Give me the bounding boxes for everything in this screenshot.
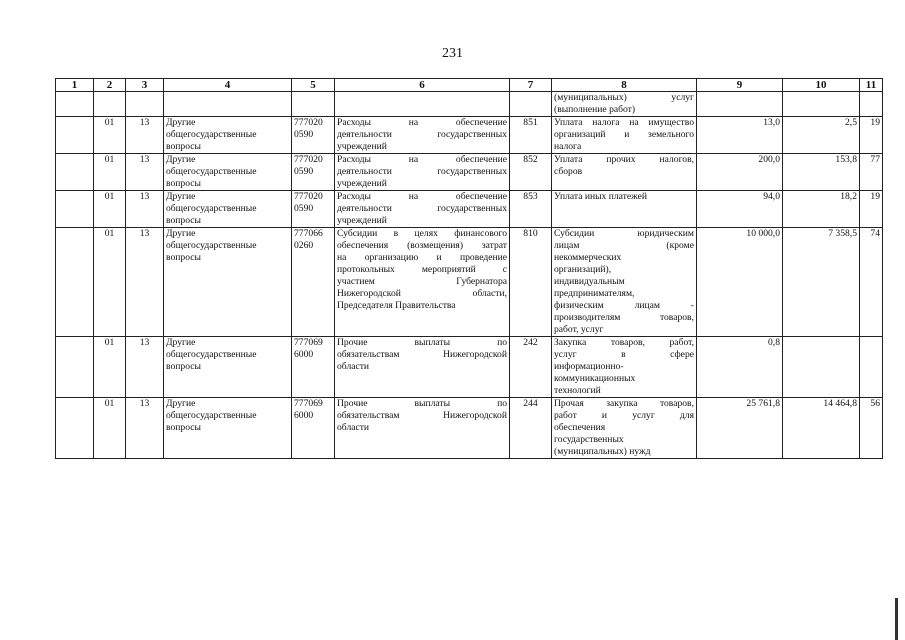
cell-line: государственных [554, 434, 624, 445]
cell-line: Субсидии в целях финансового [337, 228, 507, 239]
cell-empty [56, 398, 94, 459]
cell-plan-amount: 10 000,0 [697, 228, 783, 337]
cell-target-code [292, 337, 335, 398]
cell-line: Закупка товаров, работ, [554, 337, 694, 348]
cell-section-name [164, 117, 292, 154]
cell-line: индивидуальным [554, 276, 625, 287]
cell-line: Прочие выплаты по [337, 337, 507, 348]
cell-line: обязательствам Нижегородской [337, 410, 507, 421]
cell-empty [56, 228, 94, 337]
cell-line: обязательствам Нижегородской [337, 349, 507, 360]
table-row [56, 154, 883, 191]
table-row [56, 117, 883, 154]
cell-line: области [337, 422, 370, 433]
page-number: 231 [442, 46, 463, 61]
cell-line: вопросы [166, 361, 201, 372]
cell-section-code: 01 [94, 228, 126, 337]
cell-line: 777069 [294, 398, 323, 409]
cell-empty [56, 92, 94, 117]
cell-line: (муниципальных) нужд [554, 446, 651, 457]
cell-line: коммуникационных [554, 373, 636, 384]
cell-empty [510, 92, 552, 117]
cell-line: Субсидии юридическим [554, 228, 694, 239]
cell-percent: 56 [860, 398, 883, 459]
cell-section-code: 01 [94, 117, 126, 154]
header-cell-8: 8 [552, 79, 697, 92]
cell-line: Нижегородской области, [337, 288, 507, 299]
cell-line: работ и услуг для [554, 410, 694, 421]
cell-line: общегосударственные [166, 129, 257, 140]
cell-percent: 19 [860, 117, 883, 154]
cell-line: Уплата прочих налогов, [554, 154, 694, 165]
cell-target-code [292, 191, 335, 228]
cell-actual-amount [783, 337, 860, 398]
cell-line: предпринимателям, [554, 288, 635, 299]
header-cell-9: 9 [697, 79, 783, 92]
cell-line: вопросы [166, 178, 201, 189]
cell-empty [126, 92, 164, 117]
cell-line: деятельности государственных [337, 129, 507, 140]
cell-line: Председателя Правительства [337, 300, 456, 311]
cell-line: вопросы [166, 252, 201, 263]
cell-section-name [164, 191, 292, 228]
cell-line: 777020 [294, 117, 323, 128]
cell-line: деятельности государственных [337, 203, 507, 214]
cell-line: Другие [166, 398, 196, 409]
cell-line: 0260 [294, 240, 314, 251]
cell-expense-type [552, 92, 697, 117]
cell-line: 6000 [294, 349, 314, 360]
cell-line: общегосударственные [166, 203, 257, 214]
cell-empty [292, 92, 335, 117]
cell-line: общегосударственные [166, 349, 257, 360]
cell-line: Расходы на обеспечение [337, 117, 507, 128]
cell-plan-amount: 0,8 [697, 337, 783, 398]
cell-section-name [164, 337, 292, 398]
table-row [56, 191, 883, 228]
cell-line: Уплата иных платежей [554, 191, 648, 202]
header-cell-10: 10 [783, 79, 860, 92]
table-body [56, 92, 883, 459]
cell-line: Прочие выплаты по [337, 398, 507, 409]
cell-line: 777069 [294, 337, 323, 348]
cell-line: вопросы [166, 215, 201, 226]
header-cell-3: 3 [126, 79, 164, 92]
cell-subsection-code: 13 [126, 191, 164, 228]
cell-line: Другие [166, 337, 196, 348]
cell-line: учреждений [337, 141, 387, 152]
cell-empty [56, 191, 94, 228]
cell-line: 0590 [294, 203, 314, 214]
cell-expense-code: 853 [510, 191, 552, 228]
cell-line: обеспечения (возмещения) затрат [337, 240, 507, 251]
cell-line: учреждений [337, 178, 387, 189]
table-row [56, 337, 883, 398]
cell-line: организаций и земельного [554, 129, 694, 140]
cell-percent [860, 337, 883, 398]
cell-target-code [292, 154, 335, 191]
cell-plan-amount: 200,0 [697, 154, 783, 191]
cell-plan-amount: 13,0 [697, 117, 783, 154]
cell-line: на организацию и проведение [337, 252, 507, 263]
cell-target-name [335, 154, 510, 191]
cell-plan-amount: 25 761,8 [697, 398, 783, 459]
header-cell-7: 7 [510, 79, 552, 92]
header-cell-6: 6 [335, 79, 510, 92]
header-cell-1: 1 [56, 79, 94, 92]
cell-subsection-code: 13 [126, 337, 164, 398]
header-cell-11: 11 [860, 79, 883, 92]
header-row [56, 79, 883, 92]
cell-actual-amount: 18,2 [783, 191, 860, 228]
cell-line: 777020 [294, 191, 323, 202]
scan-edge-mark [895, 598, 898, 640]
cell-actual-amount: 14 464,8 [783, 398, 860, 459]
cell-empty [783, 92, 860, 117]
cell-subsection-code: 13 [126, 398, 164, 459]
cell-section-code: 01 [94, 154, 126, 191]
cell-empty [697, 92, 783, 117]
cell-line: Другие [166, 117, 196, 128]
cell-line: производителям товаров, [554, 312, 694, 323]
cell-line: Другие [166, 191, 196, 202]
cell-line: лицам (кроме [554, 240, 694, 251]
continuation-row [56, 92, 883, 117]
cell-expense-type [552, 117, 697, 154]
cell-section-name [164, 154, 292, 191]
cell-line: физическим лицам - [554, 300, 694, 311]
cell-expense-code: 244 [510, 398, 552, 459]
cell-line: некоммерческих [554, 252, 622, 263]
cell-expense-code: 852 [510, 154, 552, 191]
cell-percent: 74 [860, 228, 883, 337]
cell-line: вопросы [166, 141, 201, 152]
cell-empty [56, 337, 94, 398]
cell-line: участием Губернатора [337, 276, 507, 287]
cell-expense-code: 810 [510, 228, 552, 337]
cell-line: общегосударственные [166, 410, 257, 421]
cell-line: деятельности государственных [337, 166, 507, 177]
cell-expense-code: 851 [510, 117, 552, 154]
cell-line: вопросы [166, 422, 201, 433]
cell-expense-type [552, 337, 697, 398]
cell-line: 777066 [294, 228, 323, 239]
cell-line: Уплата налога на имущество [554, 117, 694, 128]
cell-line: организаций), [554, 264, 612, 275]
table-row [56, 398, 883, 459]
cell-line: Расходы на обеспечение [337, 154, 507, 165]
cell-actual-amount: 153,8 [783, 154, 860, 191]
header-cell-4: 4 [164, 79, 292, 92]
cell-section-code: 01 [94, 191, 126, 228]
table-row [56, 228, 883, 337]
cell-section-name [164, 228, 292, 337]
cell-actual-amount: 7 358,5 [783, 228, 860, 337]
cell-line: Расходы на обеспечение [337, 191, 507, 202]
cell-line: учреждений [337, 215, 387, 226]
cell-line: работ, услуг [554, 324, 604, 335]
cell-subsection-code: 13 [126, 154, 164, 191]
cell-line: 0590 [294, 166, 314, 177]
cell-actual-amount: 2,5 [783, 117, 860, 154]
cell-line: области [337, 361, 370, 372]
cell-section-code: 01 [94, 398, 126, 459]
cell-expense-type [552, 191, 697, 228]
cell-target-code [292, 398, 335, 459]
cell-expense-type [552, 154, 697, 191]
cell-line: общегосударственные [166, 166, 257, 177]
cell-empty [860, 92, 883, 117]
cell-section-name [164, 398, 292, 459]
cell-empty [164, 92, 292, 117]
cell-target-code [292, 117, 335, 154]
budget-table [55, 78, 883, 459]
cell-target-name [335, 337, 510, 398]
cell-line: (муниципальных) услуг [554, 92, 694, 103]
cell-expense-type [552, 398, 697, 459]
cell-line: информационно- [554, 361, 624, 372]
cell-line: сборов [554, 166, 583, 177]
cell-empty [56, 154, 94, 191]
cell-line: Другие [166, 228, 196, 239]
cell-expense-code: 242 [510, 337, 552, 398]
cell-line: общегосударственные [166, 240, 257, 251]
cell-target-code [292, 228, 335, 337]
cell-percent: 77 [860, 154, 883, 191]
cell-line: (выполнение работ) [554, 104, 636, 115]
cell-empty [335, 92, 510, 117]
cell-line: технологий [554, 385, 601, 396]
cell-subsection-code: 13 [126, 228, 164, 337]
cell-target-name [335, 228, 510, 337]
cell-line: 0590 [294, 129, 314, 140]
header-cell-5: 5 [292, 79, 335, 92]
cell-empty [94, 92, 126, 117]
cell-target-name [335, 191, 510, 228]
header-cell-2: 2 [94, 79, 126, 92]
cell-line: Другие [166, 154, 196, 165]
cell-line: услуг в сфере [554, 349, 694, 360]
cell-line: 777020 [294, 154, 323, 165]
cell-line: протокольных мероприятий с [337, 264, 507, 275]
cell-plan-amount: 94,0 [697, 191, 783, 228]
cell-percent: 19 [860, 191, 883, 228]
cell-target-name [335, 398, 510, 459]
cell-line: налога [554, 141, 582, 152]
cell-empty [56, 117, 94, 154]
cell-line: Прочая закупка товаров, [554, 398, 694, 409]
cell-expense-type [552, 228, 697, 337]
cell-line: 6000 [294, 410, 314, 421]
cell-target-name [335, 117, 510, 154]
cell-subsection-code: 13 [126, 117, 164, 154]
cell-section-code: 01 [94, 337, 126, 398]
cell-line: обеспечения [554, 422, 606, 433]
